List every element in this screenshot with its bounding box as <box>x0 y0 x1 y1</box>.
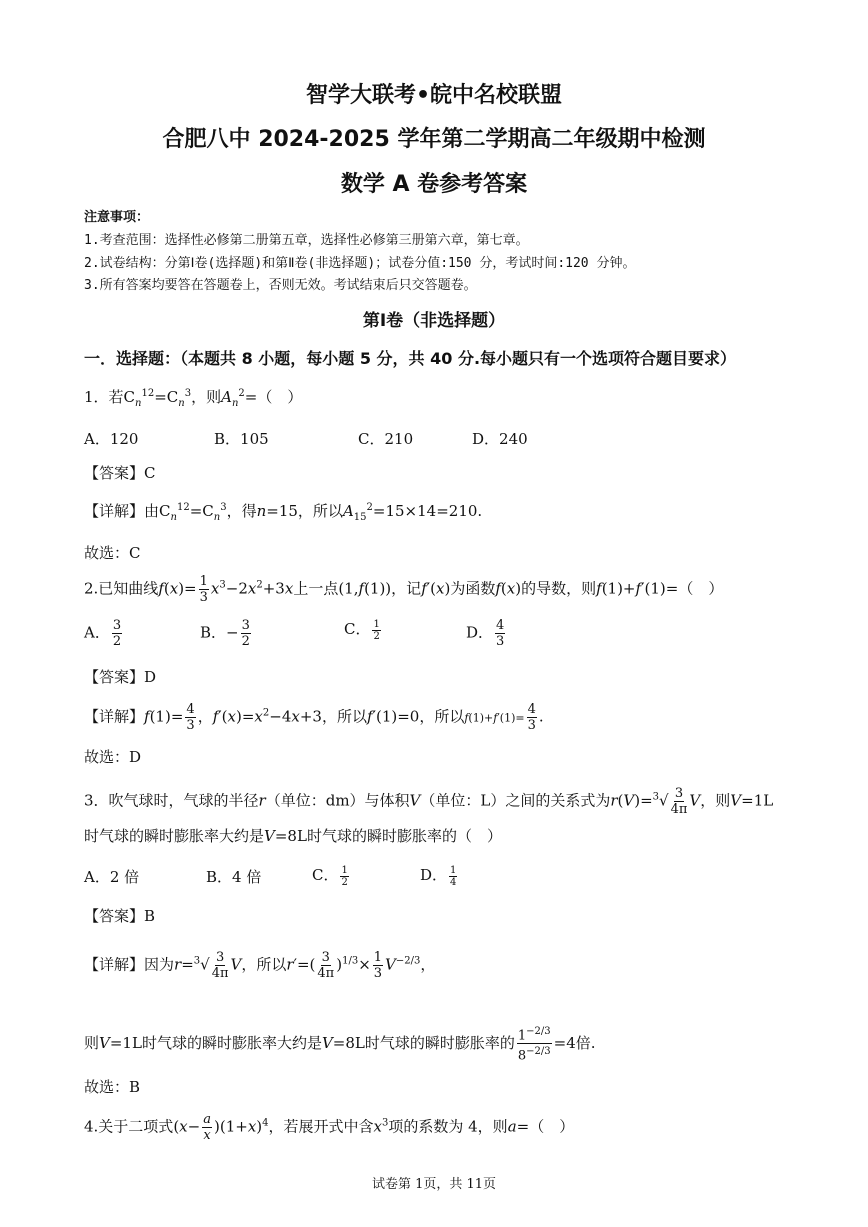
notice-item: 1.考查范围：选择性必修第二册第五章，选择性必修第三册第六章，第七章。 <box>84 233 529 248</box>
answer-2: 【答案】D <box>84 668 157 686</box>
choose-3: 故选：B <box>84 1078 141 1096</box>
page-footer: 试卷第 1页，共 11页 <box>371 1177 497 1192</box>
detail-1: 【详解】由$C_n^{12}=C_n^3$，得n=15，所以$A_{15}^2=15\times 14=210$. <box>84 502 483 523</box>
option-d: D． $\frac{1}{4}$ <box>420 864 457 888</box>
detail-2: 【详解】f(1)= $\frac{4}{3}$ ，$f'(x)=x^2-4x+3$，所以f′(1)=0，所以f(1)+f′(1)= $\frac{4}{3}$ . <box>84 702 544 733</box>
option-b: B．− $\frac{3}{2}$ <box>200 618 250 649</box>
exam-title: 合肥八中 2024-2025 学年第二学期高二年级期中检测 <box>162 127 706 152</box>
option-b: B．105 <box>214 430 269 448</box>
section-heading: 一．选择题：（本题共 8 小题，每小题 5 分，共 40 分.每小题只有一个选项符合题目要求） <box>84 349 737 368</box>
answer-3: 【答案】B <box>84 907 156 925</box>
header-title: 智学大联考•皖中名校联盟 <box>305 83 563 108</box>
volume-heading: 第Ⅰ卷（非选择题） <box>362 311 506 331</box>
question-1: 1．若$C_n^{12}=C_n^3$，则$A_n^2=$（ ） <box>84 388 303 409</box>
option-c: C． $\frac{1}{2}$ <box>312 864 348 888</box>
detail-3-line-2: 则V=1L时气球的瞬时膨胀率大约是V=8L时气球的瞬时膨胀率的 $\frac{1^{-2/3}}{8^{-2/3}}$ =4倍. <box>84 1026 596 1064</box>
option-d: D． $\frac{4}{3}$ <box>466 618 505 649</box>
notice-heading: 注意事项： <box>84 210 150 225</box>
option-d: D．240 <box>472 430 528 448</box>
detail-3: 【详解】因为r=$^3$√ $\frac{3}{4\pi}$ V，所以r′=( $\frac{3}{4\pi}$ )$^{1/3}$× $\frac{1}{3}$ $V^{-2/3}$， <box>84 950 436 981</box>
question-4: 4.关于二项式(x− $\frac{a}{x}$ )$(1+x)^4$，若展开式中含$x^3$项的系数为 4，则a=（ ） <box>84 1112 575 1143</box>
option-b: B．4 倍 <box>206 868 262 886</box>
option-a: A．2 倍 <box>84 868 140 886</box>
answer-1: 【答案】C <box>84 464 156 482</box>
question-3-line-1: 3．吹气球时，气球的半径r（单位：dm）与体积V（单位：L）之间的关系式为r(V)=$^3$√ $\frac{3}{4\pi}$ V，则V=1L <box>84 786 774 817</box>
option-a: A．120 <box>84 430 139 448</box>
notice-item: 2.试卷结构：分第Ⅰ卷(选择题)和第Ⅱ卷(非选择题)；试卷分值:150 分，考试时间:120 分钟。 <box>84 256 636 271</box>
question-2: 2.已知曲线f(x)= $\frac{1}{3}$ $x^3-2x^2+3x$上一点(1,f(1))，记f′(x)为函数f(x)的导数，则f(1)+f′(1)=（ ） <box>84 574 724 605</box>
answer-key-title: 数学 A 卷参考答案 <box>340 172 528 197</box>
option-c: C． $\frac{1}{2}$ <box>344 618 380 642</box>
option-c: C．210 <box>358 430 414 448</box>
question-3-line-2: 时气球的瞬时膨胀率大约是V=8L时气球的瞬时膨胀率的（ ） <box>84 827 502 845</box>
choose-2: 故选：D <box>84 748 142 766</box>
choose-1: 故选：C <box>84 544 141 562</box>
option-a: A． $\frac{3}{2}$ <box>84 618 122 649</box>
notice-item: 3.所有答案均要答在答题卷上，否则无效。考试结束后只交答题卷。 <box>84 278 477 293</box>
